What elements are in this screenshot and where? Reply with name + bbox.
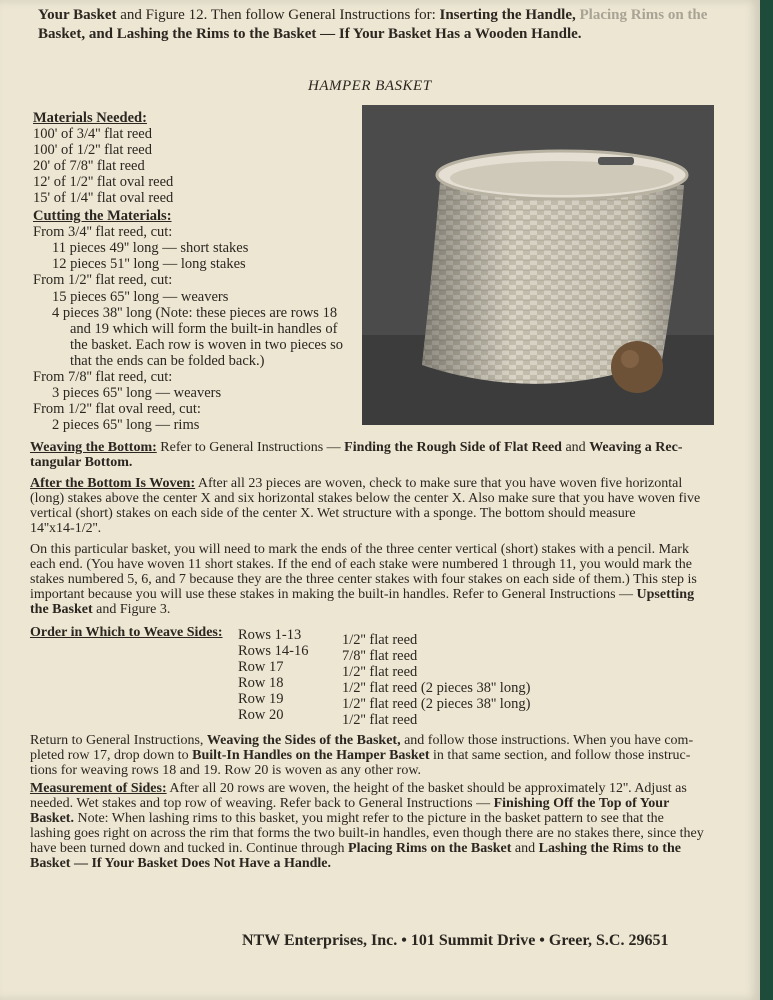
measurement-text: Note: When lashing rims to this basket, you might refer to the picture in the basket pattern to see that the <box>73 811 664 826</box>
return-para-line-1 <box>30 733 693 749</box>
publisher-footer: NTW Enterprises, Inc. • 101 Summit Drive • Greer, S.C. 29651 <box>242 932 669 949</box>
order-row-label: Row 20 <box>238 707 284 723</box>
after-bottom-line-4: 14''x14-1/2''. <box>30 521 102 536</box>
measurement-line-6: Basket — If Your Basket Does Not Have a Handle. <box>30 856 332 871</box>
mark-para-line-1: On this particular basket, you will need to mark the ends of the three center vertical (short) stakes with a pencil. Mark <box>30 542 689 557</box>
material-item: 15' of 1/4'' flat oval reed <box>33 190 174 206</box>
weaving-bottom-bold: Finding the Rough Side of Flat Reed <box>344 440 562 455</box>
weaving-bottom-line-2: tangular Bottom. <box>30 455 133 470</box>
mark-para-line-3: stakes numbered 5, 6, and 7 because they are the three center stakes with four stakes on each side of them.) This step is <box>30 572 697 587</box>
measurement-line-1 <box>30 781 687 797</box>
order-row-value: 1/2'' flat reed <box>342 664 418 680</box>
mark-para-line-4 <box>30 587 694 603</box>
cutting-line: 12 pieces 51'' long — long stakes <box>52 256 246 272</box>
return-para-line-3: tions for weaving rows 18 and 19. Row 20 is woven as any other row. <box>30 763 422 778</box>
after-bottom-line-2: (long) stakes above the center X and six horizontal stakes below the center X. Also make sure that you have woven five <box>30 491 701 506</box>
after-bottom-line-3: vertical (short) stakes on each side of the center X. Wet structure with a sponge. The bottom should measure <box>30 506 636 521</box>
cutting-line: 2 pieces 65'' long — rims <box>52 417 200 433</box>
order-row-label: Rows 1-13 <box>238 627 302 643</box>
hamper-basket-photo <box>362 105 714 425</box>
weaving-bottom-text: and <box>561 440 590 455</box>
cutting-line: From 3/4'' flat reed, cut: <box>33 224 173 240</box>
mark-para-text: and Figure 3. <box>92 602 171 617</box>
order-row-value: 1/2'' flat reed <box>342 712 418 728</box>
measurement-heading: Measurement of Sides: <box>30 781 167 796</box>
measurement-bold: Basket. <box>30 811 74 826</box>
after-bottom-line-1 <box>30 476 682 492</box>
material-item: 100' of 3/4'' flat reed <box>33 126 152 142</box>
material-item: 12' of 1/2'' flat oval reed <box>33 174 174 190</box>
intro-line-1 <box>38 6 707 24</box>
measurement-line-2 <box>30 796 669 812</box>
order-row-value: 1/2'' flat reed (2 pieces 38'' long) <box>342 680 531 696</box>
cutting-line: the basket. Each row is woven in two pieces so <box>70 337 344 353</box>
order-row-value: 7/8'' flat reed <box>342 648 418 664</box>
intro-bold-c: Inserting the Handle, <box>439 7 580 23</box>
cutting-line: and 19 which will form the built-in handles of <box>70 321 338 337</box>
order-row-label: Row 19 <box>238 691 284 707</box>
page-title: HAMPER BASKET <box>308 78 432 94</box>
measurement-bold: Finishing Off the Top of Your <box>493 796 670 811</box>
measurement-text: needed. Wet stakes and top row of weaving. Refer back to General Instructions — <box>30 796 494 811</box>
measurement-text: After all 20 rows are woven, the height of the basket should be approximately 12''. Adjust as <box>166 781 687 796</box>
cutting-line: 11 pieces 49'' long — short stakes <box>52 240 249 256</box>
material-item: 20' of 7/8'' flat reed <box>33 158 145 174</box>
mark-para-bold: the Basket <box>30 602 93 617</box>
weaving-bottom-heading: Weaving the Bottom: <box>30 440 157 455</box>
cutting-line: From 1/2'' flat reed, cut: <box>33 272 173 288</box>
cutting-heading: Cutting the Materials: <box>33 208 172 224</box>
cutting-line: that the ends can be folded back.) <box>70 353 265 369</box>
measurement-bold: Lashing the Rims to the <box>538 841 681 856</box>
order-row-label: Rows 14-16 <box>238 643 309 659</box>
return-bold: Weaving the Sides of the Basket, <box>206 733 401 748</box>
materials-heading: Materials Needed: <box>33 110 147 126</box>
intro-line-2: Basket, and Lashing the Rims to the Basket — If Your Basket Has a Wooden Handle. <box>38 26 582 42</box>
weaving-bottom-bold: Weaving a Rec- <box>589 440 683 455</box>
order-row-value: 1/2'' flat reed <box>342 632 418 648</box>
return-text: in that same section, and follow those instruc- <box>429 748 691 763</box>
return-text: and follow those instructions. When you have com- <box>400 733 694 748</box>
order-row-label: Row 18 <box>238 675 284 691</box>
return-text: pleted row 17, drop down to <box>30 748 193 763</box>
return-text: Return to General Instructions, <box>30 733 207 748</box>
weaving-bottom-text: Refer to General Instructions — <box>156 440 345 455</box>
weaving-bottom-line-1 <box>30 440 683 456</box>
basket-illustration <box>362 105 714 425</box>
cutting-line: 15 pieces 65'' long — weavers <box>52 289 229 305</box>
mark-para-bold: Upsetting <box>636 587 695 602</box>
cutting-line: From 7/8'' flat reed, cut: <box>33 369 173 385</box>
return-bold: Built-In Handles on the Hamper Basket <box>192 748 430 763</box>
measurement-text: have been turned down and tucked in. Continue through <box>30 841 349 856</box>
measurement-line-5 <box>30 841 681 857</box>
after-bottom-heading: After the Bottom Is Woven: <box>30 476 196 491</box>
intro-text-b: and Figure 12. Then follow General Instructions for: <box>116 7 440 23</box>
mark-para-line-2: each end. (You have woven 11 short stakes. If the end of each stake were numbered 1 through 11, you would mark the <box>30 557 692 572</box>
order-row-label: Row 17 <box>238 659 284 675</box>
order-row-value: 1/2'' flat reed (2 pieces 38'' long) <box>342 696 531 712</box>
material-item: 100' of 1/2'' flat reed <box>33 142 152 158</box>
measurement-bold: Placing Rims on the Basket <box>348 841 512 856</box>
intro-faint-d: Placing Rims on the <box>579 7 708 23</box>
mark-para-text: important because you will use these stakes in making the built-in handles. Refer to General Instructions — <box>30 587 637 602</box>
measurement-line-4: lashing goes right on across the rim that forms the two built-in handles, even though there are no stakes there, since they <box>30 826 704 841</box>
return-para-line-2 <box>30 748 690 764</box>
cutting-line: 3 pieces 65'' long — weavers <box>52 385 222 401</box>
measurement-line-3 <box>30 811 664 827</box>
after-bottom-text: After all 23 pieces are woven, check to make sure that you have woven five horizontal <box>195 476 683 491</box>
intro-bold-a: Your Basket <box>38 7 117 23</box>
cutting-line: From 1/2'' flat oval reed, cut: <box>33 401 201 417</box>
mark-para-line-5 <box>30 602 170 618</box>
cutting-line: 4 pieces 38'' long (Note: these pieces are rows 18 <box>52 305 338 321</box>
order-heading: Order in Which to Weave Sides: <box>30 625 223 640</box>
measurement-text: and <box>511 841 539 856</box>
